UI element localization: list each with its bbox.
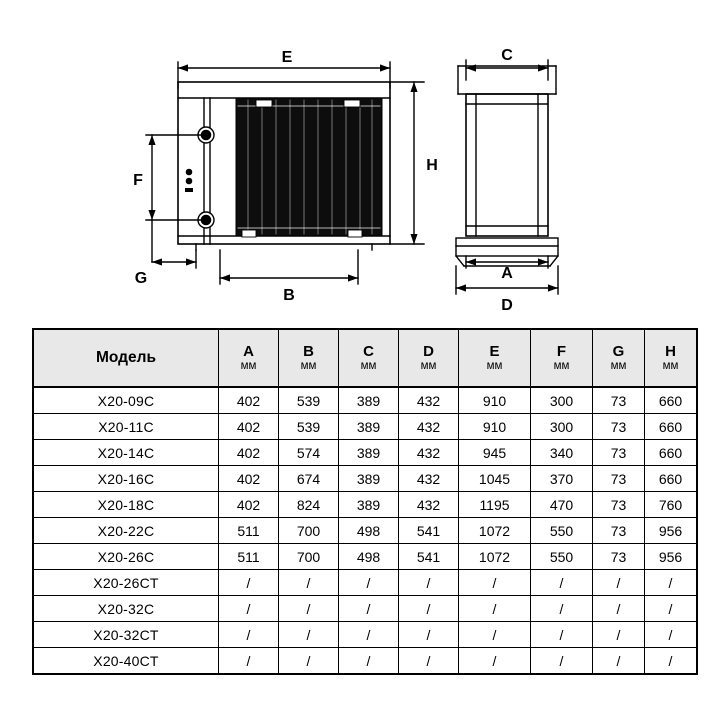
column-header-b	[279, 329, 339, 387]
value-cell: 511	[219, 544, 279, 570]
dimension-label-H: H	[426, 157, 438, 174]
column-letter-a: A	[243, 343, 254, 360]
value-cell: 660	[645, 440, 698, 466]
column-unit-h: мм	[662, 360, 679, 372]
table-row	[33, 518, 697, 544]
value-cell: 1045	[459, 466, 531, 492]
drawing-svg	[0, 0, 718, 320]
value-cell: 389	[339, 492, 399, 518]
column-letter-e: E	[489, 343, 500, 360]
value-cell: 945	[459, 440, 531, 466]
specification-table	[32, 328, 698, 675]
column-letter-f: F	[556, 343, 567, 360]
value-cell: 660	[645, 466, 698, 492]
dimension-label-E: E	[281, 49, 293, 66]
value-cell: /	[531, 648, 593, 675]
table-row	[33, 387, 697, 414]
technical-drawing	[0, 0, 718, 320]
table-row	[33, 596, 697, 622]
model-cell: X20-40CT	[33, 648, 219, 675]
value-cell: 300	[531, 414, 593, 440]
column-header-h	[645, 329, 698, 387]
value-cell: /	[645, 570, 698, 596]
value-cell: /	[645, 596, 698, 622]
value-cell: 402	[219, 466, 279, 492]
value-cell: 340	[531, 440, 593, 466]
column-letter-d: D	[423, 343, 434, 360]
table-row	[33, 492, 697, 518]
value-cell: 73	[593, 492, 645, 518]
dimension-B	[220, 250, 358, 284]
value-cell: 550	[531, 544, 593, 570]
value-cell: 498	[339, 518, 399, 544]
value-cell: 73	[593, 440, 645, 466]
value-cell: 300	[531, 387, 593, 414]
model-cell: X20-16C	[33, 466, 219, 492]
table-row	[33, 440, 697, 466]
value-cell: /	[399, 648, 459, 675]
value-cell: 1072	[459, 544, 531, 570]
column-header-f	[531, 329, 593, 387]
value-cell: 956	[645, 518, 698, 544]
value-cell: /	[279, 648, 339, 675]
column-letter-g: G	[612, 343, 625, 360]
model-cell: X20-22C	[33, 518, 219, 544]
value-cell: 389	[339, 466, 399, 492]
value-cell: 432	[399, 414, 459, 440]
value-cell: /	[459, 648, 531, 675]
model-cell: X20-32C	[33, 596, 219, 622]
column-header-c	[339, 329, 399, 387]
column-header-model: Модель	[33, 329, 219, 387]
dimension-label-A: A	[501, 265, 513, 282]
value-cell: 389	[339, 387, 399, 414]
model-cell: X20-09C	[33, 387, 219, 414]
column-letter-c: C	[363, 343, 374, 360]
value-cell: /	[399, 596, 459, 622]
column-header-a	[219, 329, 279, 387]
value-cell: /	[593, 648, 645, 675]
side-view	[456, 66, 558, 266]
value-cell: /	[459, 570, 531, 596]
column-header-e	[459, 329, 531, 387]
value-cell: /	[593, 622, 645, 648]
front-view	[178, 82, 390, 250]
value-cell: 73	[593, 414, 645, 440]
value-cell: 402	[219, 387, 279, 414]
value-cell: /	[339, 648, 399, 675]
value-cell: 760	[645, 492, 698, 518]
value-cell: 432	[399, 492, 459, 518]
value-cell: /	[219, 622, 279, 648]
value-cell: 539	[279, 414, 339, 440]
value-cell: /	[339, 596, 399, 622]
column-unit-a: мм	[240, 360, 257, 372]
dimension-H	[390, 82, 424, 244]
table-header-row	[33, 329, 697, 387]
table-row	[33, 570, 697, 596]
value-cell: /	[531, 570, 593, 596]
model-cell: X20-32CT	[33, 622, 219, 648]
column-unit-d: мм	[420, 360, 437, 372]
value-cell: 73	[593, 387, 645, 414]
table-row	[33, 544, 697, 570]
column-unit-g: мм	[610, 360, 627, 372]
table-row	[33, 466, 697, 492]
value-cell: 550	[531, 518, 593, 544]
specification-table-wrapper	[32, 328, 686, 675]
value-cell: 956	[645, 544, 698, 570]
value-cell: /	[399, 622, 459, 648]
column-unit-f: мм	[553, 360, 570, 372]
value-cell: /	[531, 622, 593, 648]
value-cell: 574	[279, 440, 339, 466]
value-cell: 402	[219, 414, 279, 440]
value-cell: 700	[279, 518, 339, 544]
model-cell: X20-11C	[33, 414, 219, 440]
column-letter-b: B	[303, 343, 314, 360]
value-cell: 674	[279, 466, 339, 492]
value-cell: 432	[399, 466, 459, 492]
table-row	[33, 414, 697, 440]
column-unit-c: мм	[360, 360, 377, 372]
dimension-label-B: B	[283, 287, 295, 304]
value-cell: 511	[219, 518, 279, 544]
model-cell: X20-14C	[33, 440, 219, 466]
value-cell: 910	[459, 414, 531, 440]
column-header-d	[399, 329, 459, 387]
table-body	[33, 387, 697, 674]
value-cell: 470	[531, 492, 593, 518]
value-cell: 402	[219, 492, 279, 518]
column-header-g	[593, 329, 645, 387]
value-cell: 700	[279, 544, 339, 570]
model-cell: X20-26C	[33, 544, 219, 570]
model-cell: X20-26CT	[33, 570, 219, 596]
value-cell: /	[399, 570, 459, 596]
value-cell: /	[279, 622, 339, 648]
value-cell: /	[459, 596, 531, 622]
dimension-label-F: F	[133, 172, 143, 189]
table-row	[33, 648, 697, 675]
dimension-label-D: D	[501, 297, 513, 314]
value-cell: 432	[399, 387, 459, 414]
dimension-F	[146, 135, 206, 220]
value-cell: /	[645, 648, 698, 675]
value-cell: 660	[645, 387, 698, 414]
value-cell: 73	[593, 544, 645, 570]
dimension-label-G: G	[134, 270, 148, 287]
value-cell: /	[459, 622, 531, 648]
value-cell: /	[645, 622, 698, 648]
value-cell: 389	[339, 414, 399, 440]
model-cell: X20-18C	[33, 492, 219, 518]
value-cell: /	[593, 570, 645, 596]
value-cell: 389	[339, 440, 399, 466]
value-cell: /	[219, 596, 279, 622]
table-row	[33, 622, 697, 648]
value-cell: 73	[593, 466, 645, 492]
value-cell: /	[339, 622, 399, 648]
value-cell: 370	[531, 466, 593, 492]
column-unit-b: мм	[300, 360, 317, 372]
column-letter-h: H	[665, 343, 676, 360]
value-cell: 1072	[459, 518, 531, 544]
value-cell: 910	[459, 387, 531, 414]
value-cell: /	[279, 570, 339, 596]
value-cell: 1195	[459, 492, 531, 518]
value-cell: 824	[279, 492, 339, 518]
value-cell: 402	[219, 440, 279, 466]
value-cell: /	[339, 570, 399, 596]
value-cell: 432	[399, 440, 459, 466]
value-cell: 541	[399, 518, 459, 544]
column-unit-e: мм	[486, 360, 503, 372]
value-cell: /	[593, 596, 645, 622]
value-cell: 73	[593, 518, 645, 544]
value-cell: /	[279, 596, 339, 622]
value-cell: /	[531, 596, 593, 622]
value-cell: /	[219, 648, 279, 675]
value-cell: 660	[645, 414, 698, 440]
value-cell: 498	[339, 544, 399, 570]
value-cell: 539	[279, 387, 339, 414]
dimension-label-C: C	[501, 47, 513, 64]
value-cell: 541	[399, 544, 459, 570]
value-cell: /	[219, 570, 279, 596]
table-head	[33, 329, 697, 387]
